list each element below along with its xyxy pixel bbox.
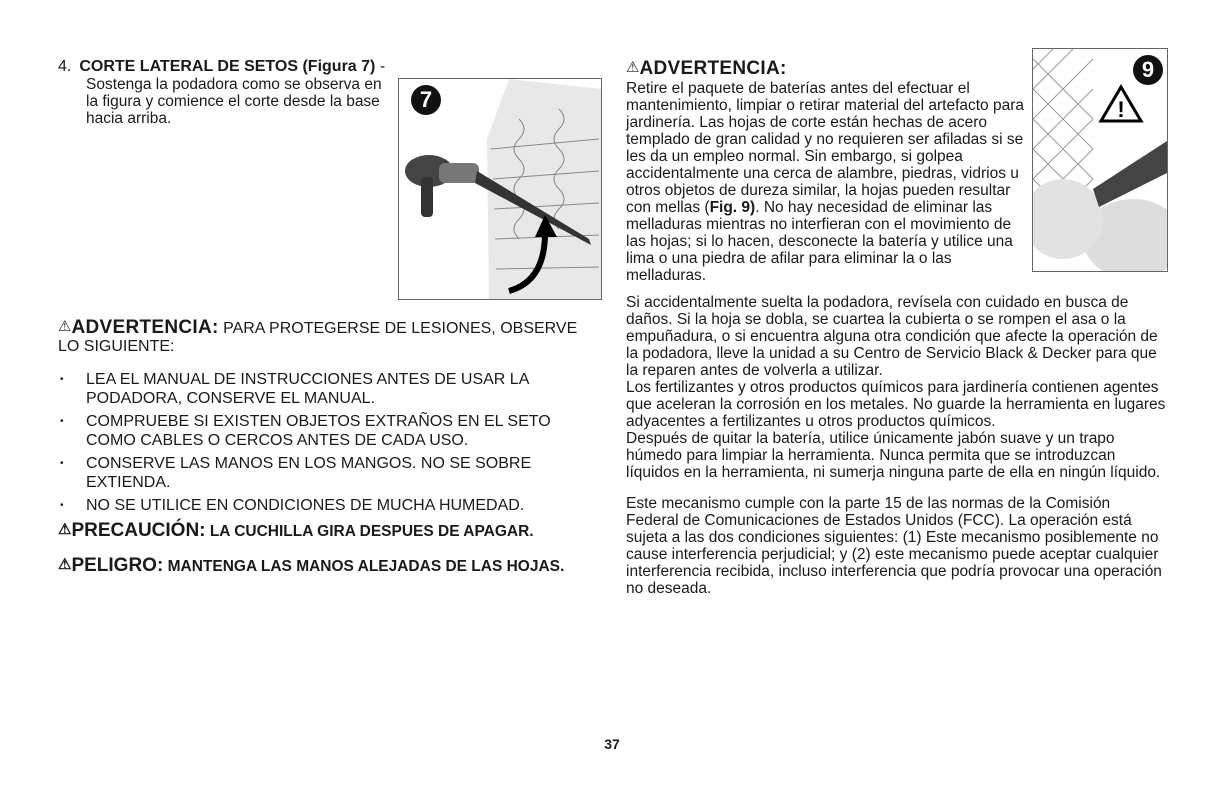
precaucion-block bbox=[58, 521, 603, 540]
section-dash: - bbox=[379, 58, 386, 75]
warning-item: • CONSERVE LAS MANOS EN LOS MANGOS. NO SE SOBRE EXTIENDA. bbox=[58, 454, 603, 492]
peligro-block bbox=[58, 556, 603, 575]
para-fcc: Este mecanismo cumple con la parte 15 de las normas de la Comisión Federal de Comunicaciones de Estados Unidos (FCC). La operación está sujeta a las dos condiciones siguientes: (1) Este mecanismo posiblemente no cause interferencia perjudicial; y (2) este mecanismo puede aceptar cualquier interferencia recibida, incluso interferencia que podría provocar una operación no deseada. bbox=[626, 495, 1162, 597]
right-warning-block bbox=[626, 58, 1026, 80]
peligro-title: PELIGRO: bbox=[71, 555, 164, 576]
warning-item: • NO SE UTILICE EN CONDICIONES DE MUCHA HUMEDAD. bbox=[58, 496, 603, 515]
peligro-text: MANTENGA LAS MANOS ALEJADAS DE LAS HOJAS. bbox=[167, 558, 565, 575]
page-number: 37 bbox=[604, 736, 620, 752]
warning-text-a: Retire el paquete de baterías antes del efectuar el mantenimiento, limpiar o retirar material del artefacto para jardinería. Las hojas de corte están hechas de acero templado de gran calidad y no requieren ser afiladas si se les da un empleo normal. Sin embargo, si golpea accidentalmente una cerca de alambre, piedras, vidrios u otros objetos de dureza similar, la hojas pueden resultar con mellas ( bbox=[626, 80, 1025, 216]
right-column bbox=[626, 58, 1166, 597]
warning-item: • COMPRUEBE SI EXISTEN OBJETOS EXTRAÑOS EN EL SETO COMO CABLES O CERCOS ANTES DE CADA USO. bbox=[58, 412, 603, 450]
right-warning-title: ADVERTENCIA: bbox=[639, 58, 787, 79]
para-clean: Después de quitar la batería, utilice únicamente jabón suave y un trapo húmedo para limpiar la herramienta. Nunca permita que se introduzcan líquidos en la herramienta, ni sumerja ninguna parte de ella en ningún líquido. bbox=[626, 430, 1161, 481]
left-warnings bbox=[58, 318, 603, 575]
figure-7 bbox=[398, 78, 602, 300]
section-heading bbox=[58, 58, 598, 76]
section-number: 4. bbox=[58, 58, 72, 75]
section-instructions: Sostenga la podadora como se observa en la figura y comience el corte desde la base hacia arriba. bbox=[86, 76, 382, 127]
warning-block bbox=[58, 318, 603, 356]
warning-item: • LEA EL MANUAL DE INSTRUCCIONES ANTES DE USAR LA PODADORA, CONSERVE EL MANUAL. bbox=[58, 370, 603, 408]
warning-triangle-icon: ⚠ bbox=[626, 59, 640, 76]
precaucion-title: PRECAUCIÓN: bbox=[71, 520, 206, 541]
warning-triangle-icon: ⚠ bbox=[58, 318, 72, 335]
danger-triangle-icon: ⚠ bbox=[58, 556, 72, 573]
para-fertilizer: Los fertilizantes y otros productos químicos para jardinería contienen agentes que aceleran la corrosión en los metales. No guarde la herramienta en lugares adyacentes a fertilizantes u otros productos químicos. bbox=[626, 379, 1166, 430]
warning-fig-ref: Fig. 9) bbox=[709, 199, 756, 216]
warning-list bbox=[58, 370, 603, 515]
right-warning-text bbox=[626, 80, 1166, 284]
figure-9-badge: 9 bbox=[1133, 55, 1163, 85]
section-title: CORTE LATERAL DE SETOS (Figura 7) bbox=[79, 58, 376, 75]
para-drop: Si accidentalmente suelta la podadora, revísela con cuidado en busca de daños. Si la hoja se dobla, se cuartea la cubierta o se rompen el asa o la empuñadura, o si encuentra alguna otra condición que afecte la operación de la podadora, lleve la unidad a su Centro de Servicio Black & Decker para que la reparen antes de volverla a utilizar. bbox=[626, 294, 1158, 379]
svg-text:!: ! bbox=[1117, 97, 1125, 122]
precaucion-text: LA CUCHILLA GIRA DESPUES DE APAGAR. bbox=[209, 523, 534, 540]
figure-7-badge: 7 bbox=[411, 85, 441, 115]
caution-triangle-icon: ⚠ bbox=[58, 521, 72, 538]
warning-text-b: . No hay necesidad de eliminar las melladuras mientras no interfieran con el movimiento de las hojas; si lo hacen, desconecte la batería y utilice una lima o una piedra de afilar para eliminar la o las melladuras. bbox=[626, 199, 1013, 284]
warning-lead: PARA PROTEGERSE DE LESIONES, OBSERVE LO SIGUIENTE: bbox=[58, 320, 578, 355]
warning-title: ADVERTENCIA: bbox=[71, 317, 219, 338]
